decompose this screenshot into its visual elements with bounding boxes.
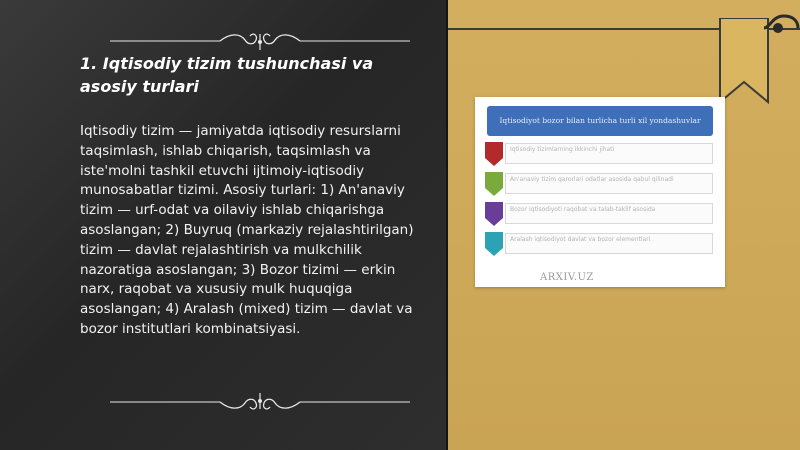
purple-chevron-icon — [485, 202, 503, 226]
diagram-row — [485, 232, 713, 256]
bookmark-ribbon-icon — [718, 18, 770, 104]
teal-chevron-icon — [485, 232, 503, 256]
diagram-image-card — [475, 97, 725, 287]
slide-body-text: Iqtisodiy tizim — jamiyatda iqtisodiy resurslarni taqsimlash, ishlab chiqarish, taqsimlash va iste'molni tashkil etuvchi ijtimoiy-iqtisodiy munosabatlar tizimi. Asosiy turlari: 1) An'anaviy tizim — urf-odat va oilaviy ishlab chiqarishga asoslangan; 2) Buyruq (markaziy rejalashtirilgan) tizim — davlat rejalashtirish va mulkchilik nazoratiga asoslangan; 3) Bozor tizimi — erkin narx, raqobat va xususiy mulk huquqiga asoslangan; 4) Aralash (mixed) tizim — davlat va bozor institutlari kombinatsiyasi. — [80, 123, 414, 337]
green-chevron-icon — [485, 172, 503, 196]
slide-title: 1. Iqtisodiy tizim tushunchasi va asosiy turlari — [80, 54, 374, 96]
watermark-logo: ARXIV.UZ — [540, 272, 594, 283]
diagram-row — [485, 142, 713, 166]
diagram-header: Iqtisodiyot bozor bilan turlicha turli xil yondashuvlar — [487, 106, 713, 136]
diagram-row — [485, 202, 713, 226]
diagram-row-text: Iqtisodiy tizimlarning ikkinchi jihati — [505, 143, 713, 164]
diagram-row-text: Bozor iqtisodiyoti raqobat va talab-taklif asosida — [505, 203, 713, 224]
diagram-row-text: An'anaviy tizim qarorlari odatlar asosida qabul qilinadi — [505, 173, 713, 194]
top-ornament-icon — [110, 30, 410, 52]
red-chevron-icon — [485, 142, 503, 166]
paper-curl-icon — [764, 14, 800, 44]
diagram-row-text: Aralash iqtisodiyot davlat va bozor elementlari — [505, 233, 713, 254]
diagram-row — [485, 172, 713, 196]
bottom-ornament-icon — [110, 391, 410, 413]
